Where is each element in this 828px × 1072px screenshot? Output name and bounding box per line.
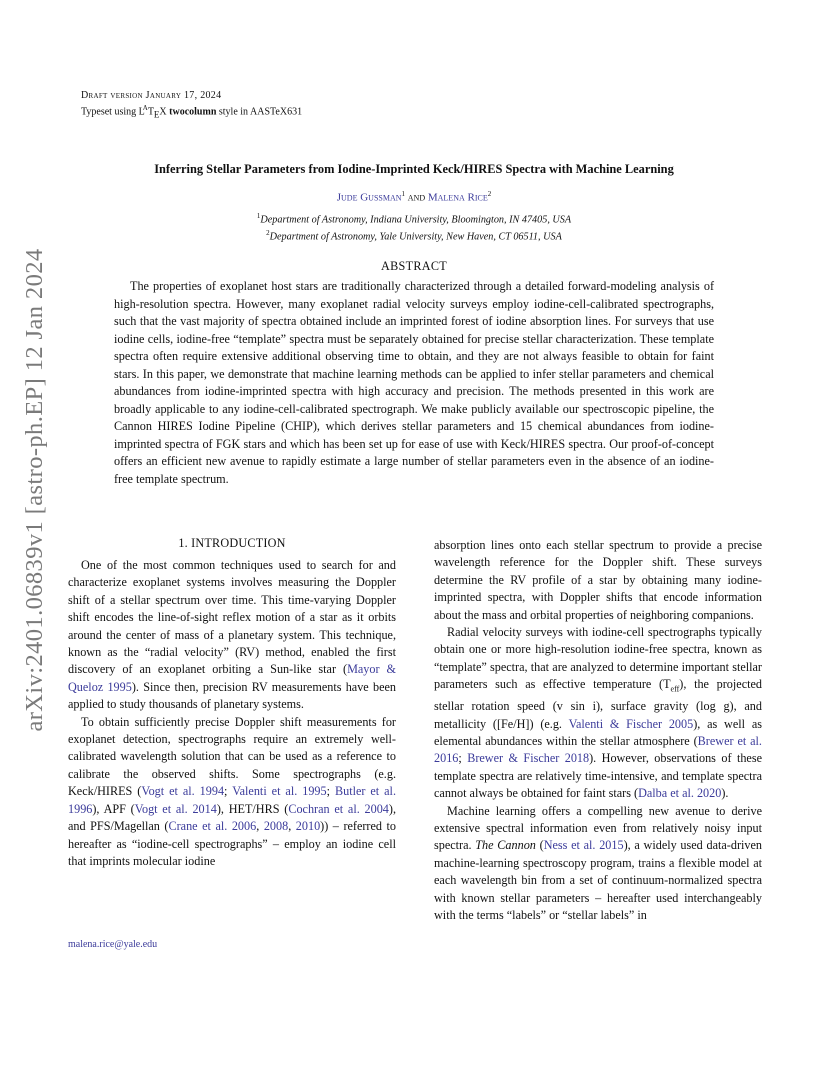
text-run: Radial velocity surveys with iodine-cell spectrographs typically obtain one or more high-resolution iodine-free spectra, known as “template” spectra, that are analyzed to determine important stellar parameters such as effective temperature (T <box>434 625 762 692</box>
citation-link[interactable]: Valenti et al. 1995 <box>232 784 327 799</box>
typeset-style: twocolumn <box>169 106 217 118</box>
affil-number: 1 <box>256 212 261 220</box>
affiliation-text: Department of Astronomy, Yale University, New Haven, CT 06511, USA <box>269 231 562 243</box>
author-link[interactable]: Jude Gussman <box>336 191 402 204</box>
affil-number: 2 <box>266 229 270 237</box>
citation-link[interactable]: Mayor & Queloz 1995 <box>68 662 396 694</box>
affiliation-text: Department of Astronomy, Indiana University, Bloomington, IN 47405, USA <box>260 214 572 226</box>
latex-t: T <box>147 106 154 118</box>
text-run: ). Since then, precision RV measurements have been applied to study thousands of planetary systems. <box>68 679 396 712</box>
author-conjunction: and <box>405 191 428 204</box>
abstract-heading: ABSTRACT <box>380 259 448 273</box>
left-column <box>68 557 396 870</box>
citation-link[interactable]: 2008 <box>263 819 289 834</box>
citation-link[interactable]: Vogt et al. 2014 <box>134 801 217 816</box>
citation-link[interactable]: Cochran et al. 2004 <box>288 801 389 816</box>
citation-link[interactable]: Dalba et al. 2020 <box>638 786 722 801</box>
text-run: To obtain sufficiently precise Doppler shift measurements for exoplanet detection, spectrographs require an extremely well-calibrated wavelength solution that can be used as a reference to calibrate the observed shifts. Some spectrographs (e.g. Keck/HIRES ( <box>68 714 396 799</box>
paragraph <box>434 624 762 803</box>
abstract-text: The properties of exoplanet host stars are traditionally characterized through a detailed forward-modeling analysis of high-resolution spectra. However, many exoplanet radial velocity surveys employ iodine-cell-calibrated spectrographs, such that the vast majority of spectra obtained include an imprinted forest of iodine absorption lines. For surveys that use iodine cells, iodine-free “template” spectra must be separately obtained for precise stellar characterization. These template spectra often require extensive additional observing time to obtain, and they are not always feasible to obtain for faint stars. In this paper, we demonstrate that machine learning methods can be applied to infer stellar parameters and chemical abundances from iodine-imprinted spectra with high accuracy and precision. The methods presented in this work are broadly applicable to any iodine-cell-calibrated spectrograph. We make publicly available our spectroscopic pipeline, the Cannon HIRES Iodine Pipeline (CHIP), which derives stellar parameters and 15 chemical abundances from iodine-imprinted spectra of FGK stars and which has been set up for ease of use with Keck/HIRES spectra. Our proof-of-concept offers an efficient new avenue to rapidly estimate a large number of stellar parameters even in the absence of an iodine-free template spectrum. <box>114 279 714 486</box>
latex-a: A <box>142 104 148 112</box>
affil-mark: 1 <box>401 190 406 198</box>
paragraph <box>434 803 762 925</box>
text-run: One of the most common techniques used to search for and characterize exoplanet systems involves measuring the Doppler shift of a stellar spectrum over time. This time-varying Doppler shift encodes the line-of-sight reflex motion of a star as it orbits around the center of mass of a planetary system. This technique, known as the “radial velocity” (RV) method, enabled the first discovery of an exoplanet orbiting a Sun-like star ( <box>68 558 396 677</box>
text-run: ), APF ( <box>92 801 135 816</box>
text-run: ), and PFS/Magellan ( <box>68 801 396 834</box>
typeset-prefix: Typeset using L <box>81 106 145 118</box>
author-link[interactable]: Malena Rice <box>427 191 488 204</box>
arxiv-identifier: arXiv:2401.06839v1 [astro-ph.EP] 12 Jan 2024 <box>21 248 48 732</box>
arxiv-sidebar <box>14 248 56 732</box>
text-run: ; <box>326 784 335 799</box>
draft-version: Draft version January 17, 2024 <box>81 90 222 101</box>
subscript: eff <box>670 684 680 694</box>
paragraph <box>68 714 396 871</box>
text-run: ), as well as elemental abundances within the stellar atmosphere ( <box>434 716 762 748</box>
typeset-line <box>81 102 302 121</box>
text-run: , <box>256 819 264 834</box>
affiliation <box>60 212 768 225</box>
text-run: Machine learning offers a compelling new avenue to derive extensive spectral information even from relatively noisy input spectra. <box>434 803 762 853</box>
text-run: ). However, observations of these template spectra are relatively time-intensive, and template spectra cannot always be obtained for faint stars ( <box>434 751 762 801</box>
email-link[interactable]: malena.rice@yale.edu <box>68 939 158 950</box>
affiliation <box>60 229 768 242</box>
text-run: ), a widely used data-driven machine-learning spectroscopy program, trains a flexible model at each wavelength bin from a set of continuum-normalized spectra with known stellar parameters – hereafter used interchangeably with the terms “labels” or “stellar labels” in <box>434 838 762 922</box>
paragraph: absorption lines onto each stellar spectrum to provide a precise wavelength reference for the Doppler shift. These surveys determine the RV profile of a star by obtaining many iodine-imprinted spectra, with Doppler shifts that encode information about the mass and orbital properties of neighboring companions. <box>434 538 762 622</box>
citation-link[interactable]: Ness et al. 2015 <box>543 838 624 853</box>
text-run: ( <box>535 838 544 853</box>
paper-title: Inferring Stellar Parameters from Iodine-Imprinted Keck/HIRES Spectra with Machine Learning <box>154 162 674 176</box>
text-run: ), the projected stellar rotation speed (v sin i), surface gravity (log g), and metallicity ([Fe/H]) (e.g. <box>434 677 762 731</box>
text-run: ), HET/HRS ( <box>216 801 289 816</box>
affil-mark: 2 <box>487 190 492 198</box>
text-run: ; <box>224 784 233 799</box>
latex-e: E <box>153 109 160 120</box>
citation-link[interactable]: Crane et al. 2006 <box>168 819 257 834</box>
citation-link[interactable]: 2010 <box>295 819 321 834</box>
citation-link[interactable]: Butler et al. 1996 <box>68 784 396 816</box>
latex-x: X <box>159 106 170 118</box>
paragraph <box>68 557 396 714</box>
right-column <box>434 537 762 924</box>
author-list <box>60 190 768 204</box>
text-run: )) – referred to hereafter as “iodine-cell spectrographs” – employ an iodine cell that imprints molecular iodine <box>68 819 397 868</box>
citation-link[interactable]: Valenti & Fischer 2005 <box>568 716 694 731</box>
section-heading: 1. INTRODUCTION <box>178 536 286 550</box>
typeset-suffix: style in AASTeX631 <box>216 106 303 118</box>
text-run: ). <box>721 786 729 801</box>
text-run: ; <box>458 751 468 766</box>
page-header <box>81 89 302 121</box>
text-run: , <box>288 819 296 834</box>
citation-link[interactable]: Vogt et al. 1994 <box>141 784 225 799</box>
citation-link[interactable]: Brewer et al. 2016 <box>434 733 762 766</box>
emphasis: The Cannon <box>475 838 536 853</box>
citation-link[interactable]: Brewer & Fischer 2018 <box>467 751 590 766</box>
